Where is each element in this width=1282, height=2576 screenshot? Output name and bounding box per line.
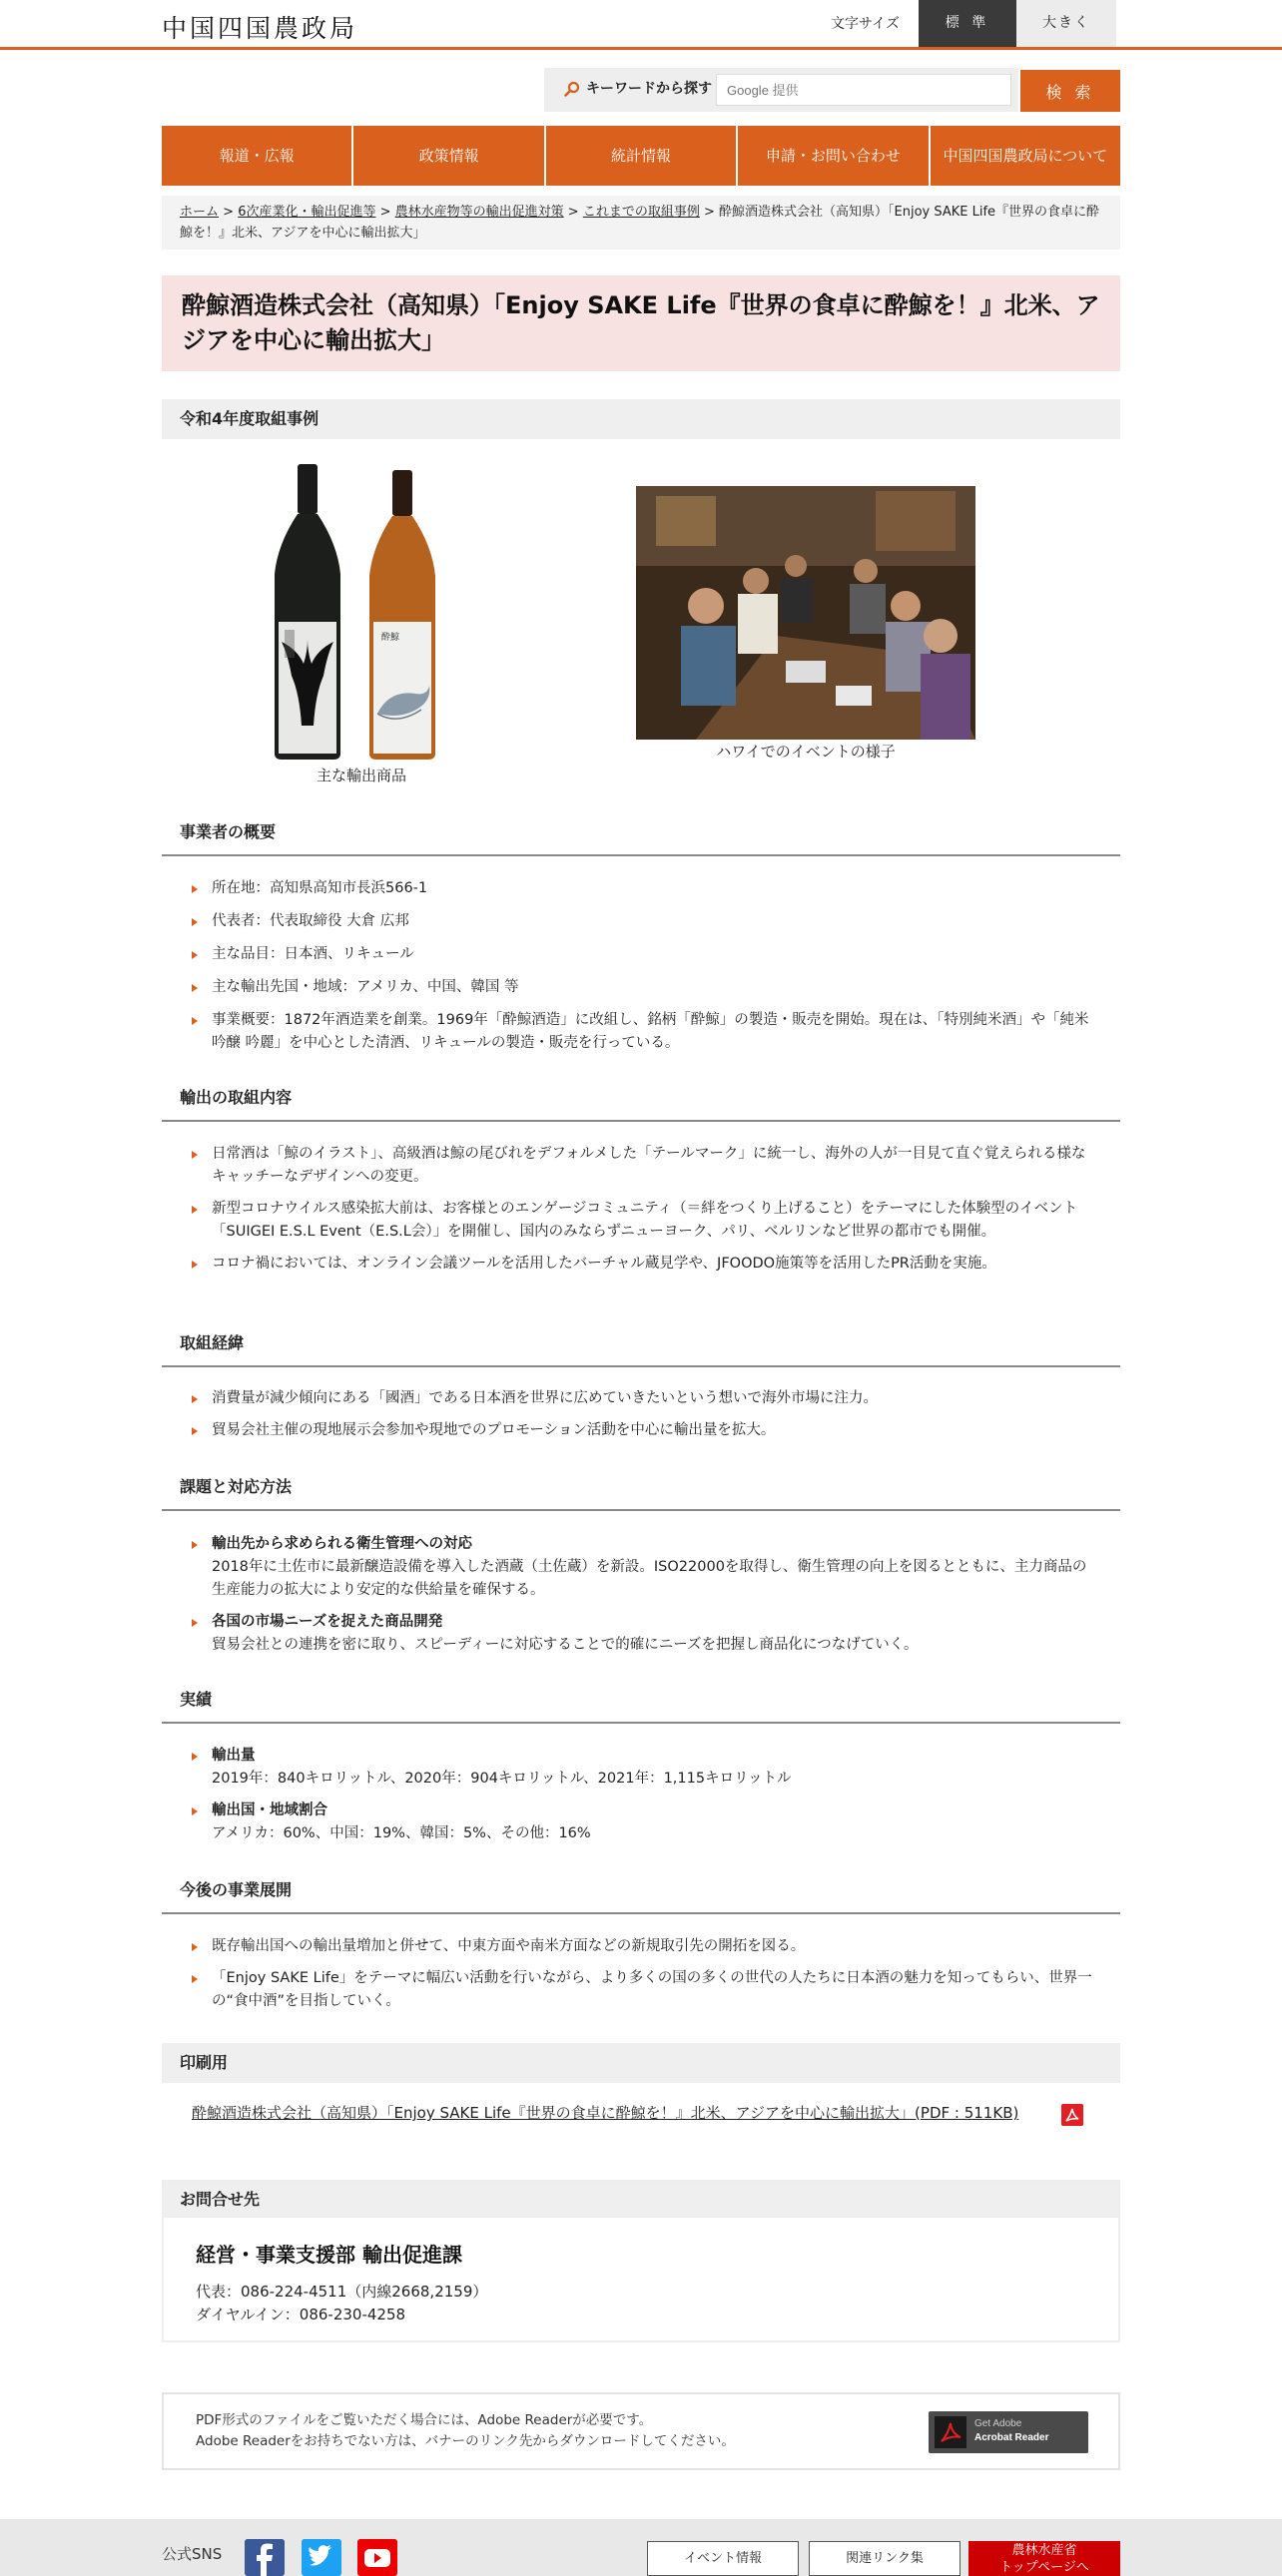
site-title[interactable]: 中国四国農政局 <box>162 14 358 43</box>
adobe-banner-text <box>974 2417 1048 2445</box>
list-item: 主な品目：日本酒、リキュール <box>190 943 1094 966</box>
global-nav <box>162 126 1120 186</box>
list-item: 日常酒は「鯨のイラスト」、高級酒は鯨の尾びれをデフォルメした「テールマーク」に統一し、海外の人が一目見て直ぐ覚えられる様なキャッチーなデザインへの変更。 <box>190 1143 1094 1189</box>
item-title: 輸出国・地域割合 <box>212 1803 327 1818</box>
adobe-banner-line2: Acrobat Reader <box>974 2432 1049 2443</box>
history-list <box>190 1387 1094 1442</box>
breadcrumb-cases[interactable]: これまでの取組事例 <box>582 205 700 220</box>
adobe-banner-line1: Get Adobe <box>974 2418 1022 2429</box>
list-item <box>190 1745 1094 1791</box>
bottles-caption: 主な輸出商品 <box>316 767 406 784</box>
breadcrumb-separator: > <box>563 205 583 220</box>
amber-bottle <box>369 470 435 760</box>
sake-bottles-image <box>270 464 454 764</box>
adobe-reader-icon <box>935 2416 966 2448</box>
history-heading: 取組経緯 <box>162 1327 1120 1367</box>
list-item: コロナ禍においては、オンライン会議ツールを活用したバーチャル蔵見学や、JFOODO施策等を活用したPR活動を実施。 <box>190 1253 1094 1276</box>
adobe-reader-banner[interactable] <box>929 2411 1088 2453</box>
breadcrumb-separator: > <box>699 205 720 220</box>
challenges-heading: 課題と対応方法 <box>162 1471 1120 1511</box>
pdf-notice-line1: PDF形式のファイルをご覧いただく場合には、Adobe Readerが必要です。 <box>196 2412 653 2428</box>
nav-item-about[interactable]: 中国四国農政局について <box>931 126 1120 186</box>
item-text: 2018年に土佐市に最新醸造設備を導入した酒蔵（土佐蔵）を新設。ISO22000を取得し、衛生管理の向上を図るとともに、主力商品の生産能力の拡大により安定的な供給量を確保する。 <box>212 1559 1087 1598</box>
item-title: 各国の市場ニーズを捉えた商品開発 <box>212 1614 443 1630</box>
search-input[interactable] <box>716 74 1011 106</box>
list-item: 消費量が減少傾向にある「國酒」である日本酒を世界に広めていきたいという想いで海外市場に注力。 <box>190 1387 1094 1410</box>
list-item: 所在地：高知県高知市長浜566-1 <box>190 877 1094 900</box>
sns-label: 公式SNS <box>162 2545 223 2563</box>
maff-button-line2: トップページへ <box>999 2560 1089 2575</box>
contact-department: 経営・事業支援部 輸出促進課 <box>196 2243 462 2267</box>
maff-top-button[interactable] <box>968 2541 1120 2576</box>
bottle-label: 酔鯨 <box>381 633 400 643</box>
list-item <box>190 1611 1094 1657</box>
pdf-notice-line2: Adobe Readerをお持ちでない方は、バナーのリンク先からダウンロードしてください。 <box>196 2433 735 2449</box>
facebook-icon[interactable] <box>245 2539 285 2576</box>
export-efforts-heading: 輸出の取組内容 <box>162 1082 1120 1122</box>
breadcrumb-current: 酔鯨酒造株式会社（高知県）「Enjoy SAKE Life『世界の食卓に酔鯨を！』北米、アジアを中心に輸出拡大」 <box>180 205 1100 241</box>
contact-main-tel: 代表：086-224-4511（内線2668,2159） <box>196 2283 488 2301</box>
maff-button-line1: 農林水産省 <box>1011 2543 1077 2558</box>
list-item: 主な輸出先国・地域：アメリカ、中国、韓国 等 <box>190 976 1094 999</box>
event-caption: ハワイでのイベントの様子 <box>716 743 896 761</box>
print-pdf-link[interactable]: 酔鯨酒造株式会社（高知県）「Enjoy SAKE Life『世界の食卓に酔鯨を！』北米、アジアを中心に輸出拡大」(PDF : 511KB) <box>192 2104 1019 2122</box>
list-item: 代表者：代表取締役 大倉 広邦 <box>190 910 1094 933</box>
breadcrumb <box>162 196 1120 250</box>
list-item: 新型コロナウイルス感染拡大前は、お客様とのエンゲージコミュニティ（＝絆をつくり上げること）をテーマにした体験型のイベント「SUIGEI E.S.L Event（E.S.L会）」を開催し、国内のみならずニューヨーク、パリ、ベルリンなど世界の都市でも開催。 <box>190 1198 1094 1244</box>
challenges-list <box>190 1533 1094 1657</box>
site-footer <box>0 2519 1282 2576</box>
search-label: キーワードから探す <box>586 81 712 97</box>
list-item: 事業概要：1872年酒造業を創業。1969年「酔鯨酒造」に改組し、銘柄「酔鯨」の製造・販売を開始。現在は、「特別純米酒」や「純米吟醸 吟麗」を中心とした清酒、リキュールの製造・販売を行っている。 <box>190 1009 1094 1055</box>
contact-dial-in: ダイヤルイン：086-230-4258 <box>196 2306 406 2323</box>
black-bottle <box>275 464 340 760</box>
future-heading: 今後の事業展開 <box>162 1874 1120 1914</box>
breadcrumb-separator: > <box>375 205 395 220</box>
export-efforts-list <box>190 1143 1094 1276</box>
item-text: アメリカ：60%、中国：19%、韓国：5%、その他：16% <box>212 1825 591 1841</box>
list-item: 既存輸出国への輸出量増加と併せて、中東方面や南米方面などの新規取引先の開拓を図る。 <box>190 1935 1094 1958</box>
hawaii-event-photo <box>636 486 975 740</box>
breadcrumb-export-promotion[interactable]: 農林水産物等の輸出促進対策 <box>394 205 564 220</box>
search-box <box>544 68 1018 112</box>
item-title: 輸出量 <box>212 1748 256 1764</box>
item-title: 輸出先から求められる衛生管理への対応 <box>212 1536 472 1552</box>
results-heading: 実績 <box>162 1684 1120 1724</box>
list-item <box>190 1800 1094 1845</box>
font-size-standard-button[interactable]: 標 準 <box>919 0 1016 47</box>
pdf-icon <box>1061 2104 1083 2126</box>
breadcrumb-6ji[interactable]: 6次産業化・輸出促進等 <box>238 205 376 220</box>
list-item <box>190 1533 1094 1602</box>
font-size-large-button[interactable]: 大きく <box>1016 0 1116 47</box>
page-title: 酔鯨酒造株式会社（高知県）「Enjoy SAKE Life『世界の食卓に酔鯨を！』北米、アジアを中心に輸出拡大」 <box>162 275 1120 371</box>
item-text: 2019年：840キロリットル、2020年：904キロリットル、2021年：1,115キロリットル <box>212 1771 792 1787</box>
year-heading: 令和4年度取組事例 <box>162 399 1120 439</box>
twitter-icon[interactable] <box>302 2539 341 2576</box>
results-list <box>190 1745 1094 1845</box>
pdf-reader-notice <box>162 2392 1120 2470</box>
pdf-notice-text <box>196 2410 735 2452</box>
search-icon <box>564 81 580 97</box>
breadcrumb-separator: > <box>219 205 239 220</box>
contact-heading: お問合せ先 <box>164 2182 1118 2218</box>
contact-phone <box>196 2281 487 2326</box>
related-links-button[interactable]: 関連リンク集 <box>809 2541 961 2576</box>
nav-item-policy[interactable]: 政策情報 <box>353 126 545 186</box>
font-size-label: 文字サイズ <box>831 16 900 32</box>
breadcrumb-home[interactable]: ホーム <box>180 205 220 220</box>
overview-list <box>190 877 1094 1055</box>
contact-box <box>162 2180 1120 2342</box>
list-item: 貿易会社主催の現地展示会参加や現地でのプロモーション活動を中心に輸出量を拡大。 <box>190 1419 1094 1442</box>
search-button[interactable]: 検 索 <box>1020 70 1120 112</box>
site-header <box>0 0 1282 50</box>
list-item: 「Enjoy SAKE Life」をテーマに幅広い活動を行いながら、より多くの国の多くの世代の人たちに日本酒の魅力を知ってもらい、世界一の“食中酒”を目指していく。 <box>190 1967 1094 2013</box>
future-list <box>190 1935 1094 2013</box>
nav-item-press[interactable]: 報道・広報 <box>162 126 353 186</box>
youtube-icon[interactable] <box>357 2539 397 2576</box>
nav-item-application[interactable]: 申請・お問い合わせ <box>738 126 930 186</box>
overview-heading: 事業者の概要 <box>162 816 1120 856</box>
event-info-button[interactable]: イベント情報 <box>647 2541 799 2576</box>
item-text: 貿易会社との連携を密に取り、スピーディーに対応することで的確にニーズを把握し商品化につなげていく。 <box>212 1637 919 1653</box>
nav-item-statistics[interactable]: 統計情報 <box>546 126 738 186</box>
print-heading: 印刷用 <box>162 2043 1120 2083</box>
